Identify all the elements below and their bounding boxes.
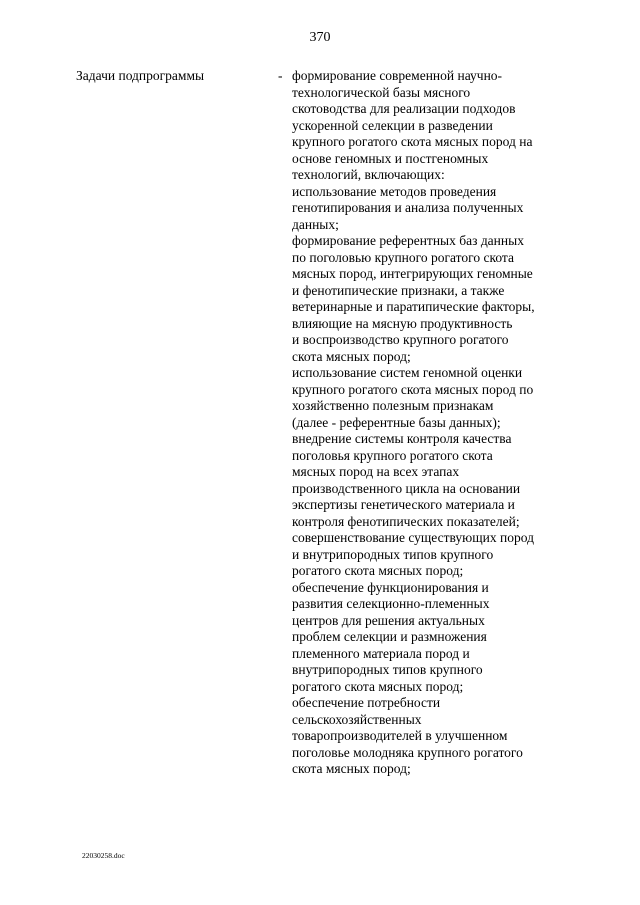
content-line: (далее - референтные базы данных); [292, 414, 501, 430]
page-number: 370 [309, 30, 331, 45]
content-line: поголовье молодняка крупного рогатого [292, 744, 523, 760]
content-line: поголовья крупного рогатого скота [292, 447, 493, 463]
content-line: скота мясных пород; [292, 761, 411, 776]
content-line: внутрипородных типов крупного [292, 662, 483, 677]
content-line: крупного рогатого скота мясных пород на [292, 134, 533, 149]
content-line: мясных пород на всех этапах [292, 464, 460, 479]
content-line: хозяйственно полезным признакам [292, 398, 494, 413]
content-line: влияющие на мясную продуктивность [292, 315, 513, 331]
content-line: ветеринарные и паратипические факторы, [292, 299, 535, 314]
content-line: обеспечение функционирования и [292, 579, 489, 595]
content-line: сельскохозяйственных [292, 711, 422, 727]
content-block [292, 68, 582, 778]
content-line: данных; [292, 216, 339, 232]
content-line: формирование референтных баз данных [292, 233, 524, 248]
content-line: центров для решения актуальных [292, 612, 485, 628]
content-line: развития селекционно-племенных [292, 596, 490, 611]
content-line: товаропроизводителей в улучшенном [292, 728, 508, 743]
content-line: совершенствование существующих пород [292, 530, 534, 545]
content-line: контроля фенотипических показателей; [292, 513, 520, 529]
content-line: использование методов проведения [292, 183, 497, 199]
content-line: рогатого скота мясных пород; [292, 678, 464, 694]
content-line: скотоводства для реализации подходов [292, 101, 516, 116]
content-line: технологий, включающих: [292, 167, 445, 182]
content-line: производственного цикла на основании [292, 480, 521, 496]
footer-filename: 22030258.doc [82, 851, 125, 860]
list-dash: - [278, 68, 283, 83]
content-line: основе геномных и постгеномных [292, 150, 489, 166]
content-line: по поголовью крупного рогатого скота [292, 249, 514, 265]
content-line: и внутрипородных типов крупного [292, 546, 494, 562]
content-line: формирование современной научно- [292, 68, 503, 83]
content-line: скота мясных пород; [292, 348, 411, 364]
content-line: ускоренной селекции в разведении [292, 117, 493, 133]
content-line: и воспроизводство крупного рогатого [292, 332, 509, 347]
content-line: экспертизы генетического материала и [292, 497, 515, 512]
content-line: технологической базы мясного [292, 84, 471, 100]
content-line: проблем селекции и размножения [292, 629, 487, 644]
content-line: племенного материала пород и [292, 645, 470, 661]
content-line: использование систем геномной оценки [292, 365, 523, 380]
content-line: генотипирования и анализа полученных [292, 200, 524, 215]
row-label: Задачи подпрограммы [76, 68, 205, 83]
content-line: мясных пород, интегрирующих геномные [292, 266, 533, 281]
content-line: рогатого скота мясных пород; [292, 563, 464, 578]
content-line: крупного рогатого скота мясных пород по [292, 381, 534, 397]
content-line: обеспечение потребности [292, 695, 441, 710]
content-line: и фенотипические признаки, а также [292, 282, 505, 298]
content-line: внедрение системы контроля качества [292, 431, 512, 446]
